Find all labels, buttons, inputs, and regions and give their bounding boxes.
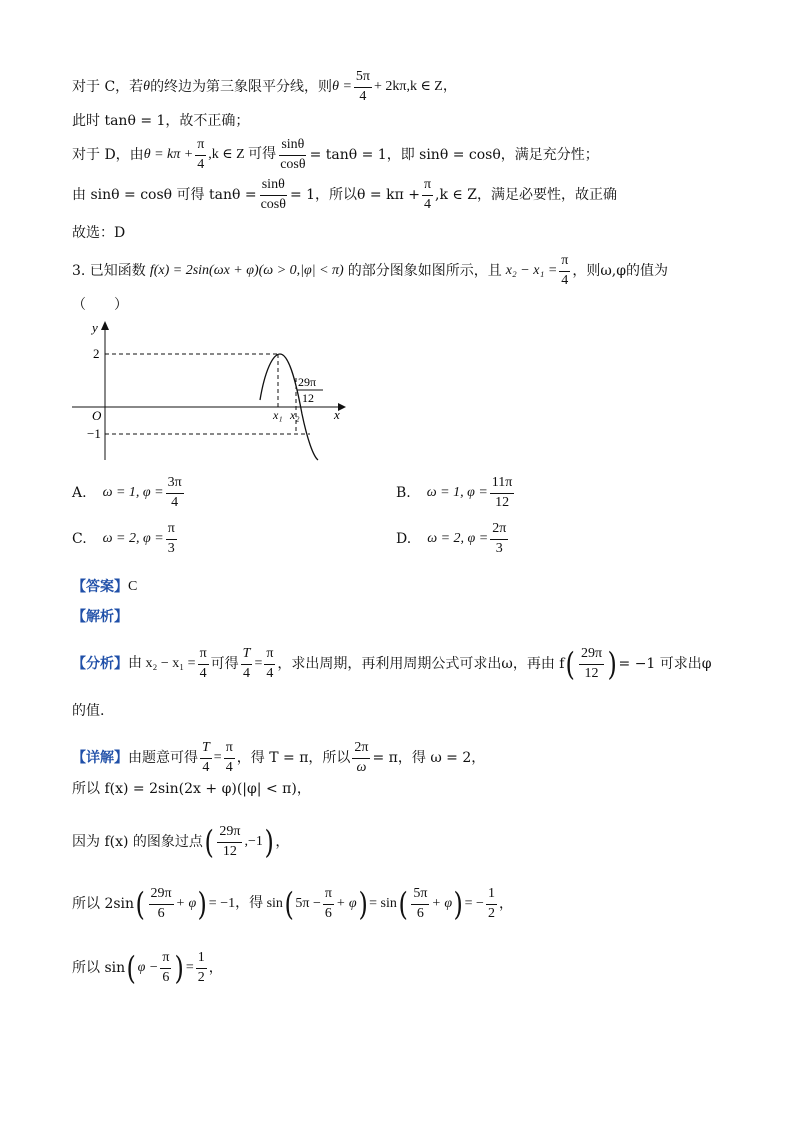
option-a[interactable]	[72, 476, 186, 510]
text: =	[185, 960, 194, 975]
x1-label: x₁	[273, 408, 283, 422]
fraction-5pi-6: $\frac{5\pi}{6}$	[413, 885, 428, 921]
text: 所以 f(x) = 2sin(2x + φ)(|φ| < π)，	[72, 781, 311, 797]
paren-right: )	[197, 885, 208, 923]
point-y: ,−1	[244, 834, 263, 849]
text: 由题意可得	[128, 750, 198, 766]
text: ，	[498, 896, 513, 912]
text: 的值.	[72, 703, 105, 719]
annot-den: 12	[302, 391, 314, 405]
y-axis-arrow	[101, 321, 109, 330]
fraction-29pi-6: $\frac{29\pi}{6}$	[150, 885, 172, 921]
answer-tag: 【答案】	[72, 579, 128, 595]
paren-left: (	[284, 885, 294, 923]
text: 所以 sin	[72, 960, 126, 976]
fraction-29pi-12: $\frac{29\pi}{12}$	[219, 823, 241, 859]
fraction-11pi-12: $\frac{11\pi}{12}$	[491, 475, 513, 510]
text: =	[213, 750, 222, 765]
function-graph	[70, 318, 360, 468]
text: 所以 2sin	[72, 896, 135, 912]
tick-neg1: −1	[87, 426, 101, 441]
paren-left: (	[204, 823, 214, 861]
fraction-pi-3: $\frac{\pi}{3}$	[167, 521, 175, 556]
answer-line	[72, 580, 137, 594]
fraction-sin-cos: $\frac{\sin\theta}{\cos\theta}$	[260, 177, 286, 212]
fraction-2pi-3: $\frac{2\pi}{3}$	[492, 521, 507, 556]
fraction-T-4: $\frac{T}{4}$	[202, 739, 210, 775]
option-label: B.	[396, 485, 411, 502]
text: 可得	[210, 656, 239, 672]
text: 由 sinθ = cosθ 可得 tanθ =	[72, 187, 257, 204]
paren-right: )	[358, 885, 368, 923]
text: = −1 可求出φ	[618, 656, 712, 672]
fraction-pi-6: $\frac{\pi}{6}$	[324, 885, 332, 921]
text: 对于 C，若	[72, 79, 144, 96]
text: + φ	[175, 896, 197, 911]
text: ，	[208, 960, 223, 976]
line-d-analysis	[72, 138, 599, 172]
text: ，求出周期，再利用周期公式可求出ω，再由 f	[277, 656, 565, 672]
fraction-pi-4: $\frac{\pi}{4}$	[197, 137, 205, 172]
text: ,k ∈ Z，满足必要性，故正确	[435, 187, 617, 204]
fraction-1-2: $\frac{1}{2}$	[487, 885, 495, 921]
text: = −	[464, 896, 484, 911]
question-3-stem	[72, 254, 668, 288]
step-1	[72, 782, 311, 796]
answer-value: C	[128, 579, 138, 594]
line-tan	[72, 114, 249, 128]
text: ,k ∈ Z 可得	[208, 147, 277, 163]
text: = 1，所以θ = kπ +	[289, 187, 420, 204]
text: 3. 已知函数	[72, 263, 146, 280]
fraction-2pi-omega: $\frac{2\pi}{\omega}$	[354, 739, 369, 775]
fraction-pi-4: $\frac{\pi}{4}$	[561, 253, 569, 288]
fraction-3pi-4: $\frac{3\pi}{4}$	[167, 475, 182, 510]
theta-symbol: θ	[143, 79, 151, 95]
line-choose-d	[72, 226, 125, 240]
fraction-T-4: $\frac{T}{4}$	[242, 645, 251, 681]
text: 因为 f(x) 的图象过点	[72, 834, 203, 850]
option-text: ω = 1, φ =	[426, 485, 488, 501]
option-label: D.	[396, 531, 412, 548]
option-b[interactable]	[396, 476, 516, 510]
paren-right: )	[607, 645, 617, 683]
text: 5π −	[295, 896, 321, 911]
paren-right: )	[453, 885, 464, 923]
option-d[interactable]	[396, 522, 510, 556]
text: 由 x₂ − x₁ =	[128, 656, 196, 671]
fraction-1-2: $\frac{1}{2}$	[197, 949, 205, 985]
xiangjie-tag: 【详解】	[72, 750, 128, 766]
fenxi-line-2	[72, 704, 104, 718]
x2-minus-x1: x₂ − x₁ =	[505, 263, 558, 279]
origin-label: O	[92, 408, 102, 423]
text: = tanθ = 1，即 sinθ = cosθ，满足充分性；	[309, 147, 599, 164]
step-2	[72, 822, 289, 862]
fraction-sin-cos: $\frac{\sin\theta}{\cos\theta}$	[280, 137, 306, 172]
option-c[interactable]	[72, 522, 179, 556]
paren-left: (	[566, 645, 576, 683]
y-label: y	[92, 320, 98, 335]
option-label: C.	[72, 531, 87, 548]
fenxi-line	[72, 644, 712, 684]
text: 故选：D	[72, 225, 126, 241]
option-text: ω = 2, φ =	[102, 531, 164, 547]
paren-right: )	[174, 949, 185, 987]
text: + φ	[431, 896, 453, 911]
step-4	[72, 948, 223, 988]
text: = −1，得 sin	[208, 896, 283, 911]
text: = π，得 ω = 2，	[372, 750, 486, 766]
xiangjie-line	[72, 738, 485, 778]
fraction-pi-4: $\frac{\pi}{4}$	[225, 739, 233, 775]
theta-eq: θ =	[332, 79, 352, 95]
text: =	[254, 656, 263, 671]
paren-left: (	[398, 885, 408, 923]
function-def: f(x) = 2sin(ωx + φ)(ω > 0,|φ| < π)	[149, 263, 344, 279]
step-3	[72, 884, 513, 924]
text: 此时 tanθ = 1，故不正确；	[72, 113, 250, 129]
annot-num: 29π	[298, 375, 317, 389]
fraction-pi-4: $\frac{\pi}{4}$	[266, 645, 274, 681]
text: （ ）	[72, 297, 128, 313]
text: = sin	[369, 896, 397, 911]
text: + φ	[335, 896, 357, 911]
text: φ −	[137, 960, 159, 975]
analysis-tag: 【解析】	[72, 609, 128, 625]
plus-2kpi: + 2kπ	[373, 79, 407, 95]
theta-kpi: θ = kπ +	[143, 147, 194, 163]
paren-right: )	[264, 823, 274, 861]
option-text: ω = 2, φ =	[427, 531, 489, 547]
text: 对于 D，由	[72, 147, 144, 164]
paren-left: (	[126, 949, 137, 987]
x2-label: x₂	[290, 408, 300, 422]
analysis-heading	[72, 610, 128, 624]
line-necessity	[72, 178, 617, 212]
line-c-analysis	[72, 70, 457, 104]
fenxi-tag: 【分析】	[72, 656, 128, 672]
fraction-5pi-4: $\frac{5\pi}{4}$	[355, 69, 370, 104]
text: ，得 T = π，所以	[236, 750, 351, 766]
x-label: x	[334, 407, 340, 422]
fraction-pi-4: $\frac{\pi}{4}$	[423, 177, 432, 212]
text: 的部分图象如图所示，且	[347, 263, 502, 280]
fraction-29pi-12: $\frac{29\pi}{12}$	[580, 645, 603, 681]
text: 的终边为第三象限平分线，则	[150, 79, 333, 96]
text: ，则ω,φ的值为	[572, 263, 669, 280]
answer-blank	[72, 298, 128, 312]
text: ,k ∈ Z，	[406, 79, 457, 95]
option-label: A.	[72, 485, 87, 502]
paren-left: (	[135, 885, 145, 923]
fraction-pi-6: $\frac{\pi}{6}$	[162, 949, 170, 985]
fraction-pi-4: $\frac{\pi}{4}$	[199, 645, 207, 681]
tick-2: 2	[93, 346, 100, 361]
option-text: ω = 1, φ =	[102, 485, 164, 501]
text: ，	[275, 834, 290, 850]
